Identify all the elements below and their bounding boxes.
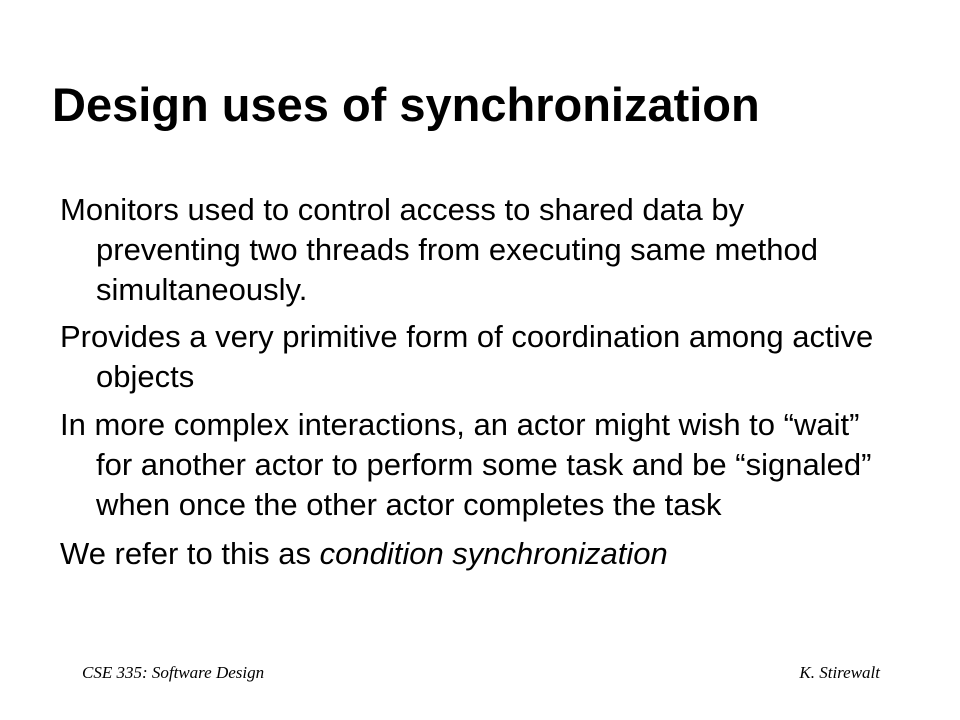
paragraph-complex-interactions: In more complex interactions, an actor might wish to “wait” for another actor to perform some task and be “signaled” when once the other actor completes the task [60,407,872,522]
slide-title: Design uses of synchronization [52,78,760,131]
paragraph-primitive-coordination: Provides a very primitive form of coordination among active objects [60,319,874,394]
paragraph-condition-sync-lead: We refer to this as [60,536,320,571]
slide-body [60,190,880,581]
paragraph-monitors: Monitors used to control access to shared data by preventing two threads from executing same method simultaneously. [60,192,818,307]
footer-author: K. Stirewalt [799,663,880,682]
condition-synchronization-term: condition synchronization [319,536,668,571]
footer-course: CSE 335: Software Design [82,663,265,682]
paragraph-condition-sync [60,534,880,574]
